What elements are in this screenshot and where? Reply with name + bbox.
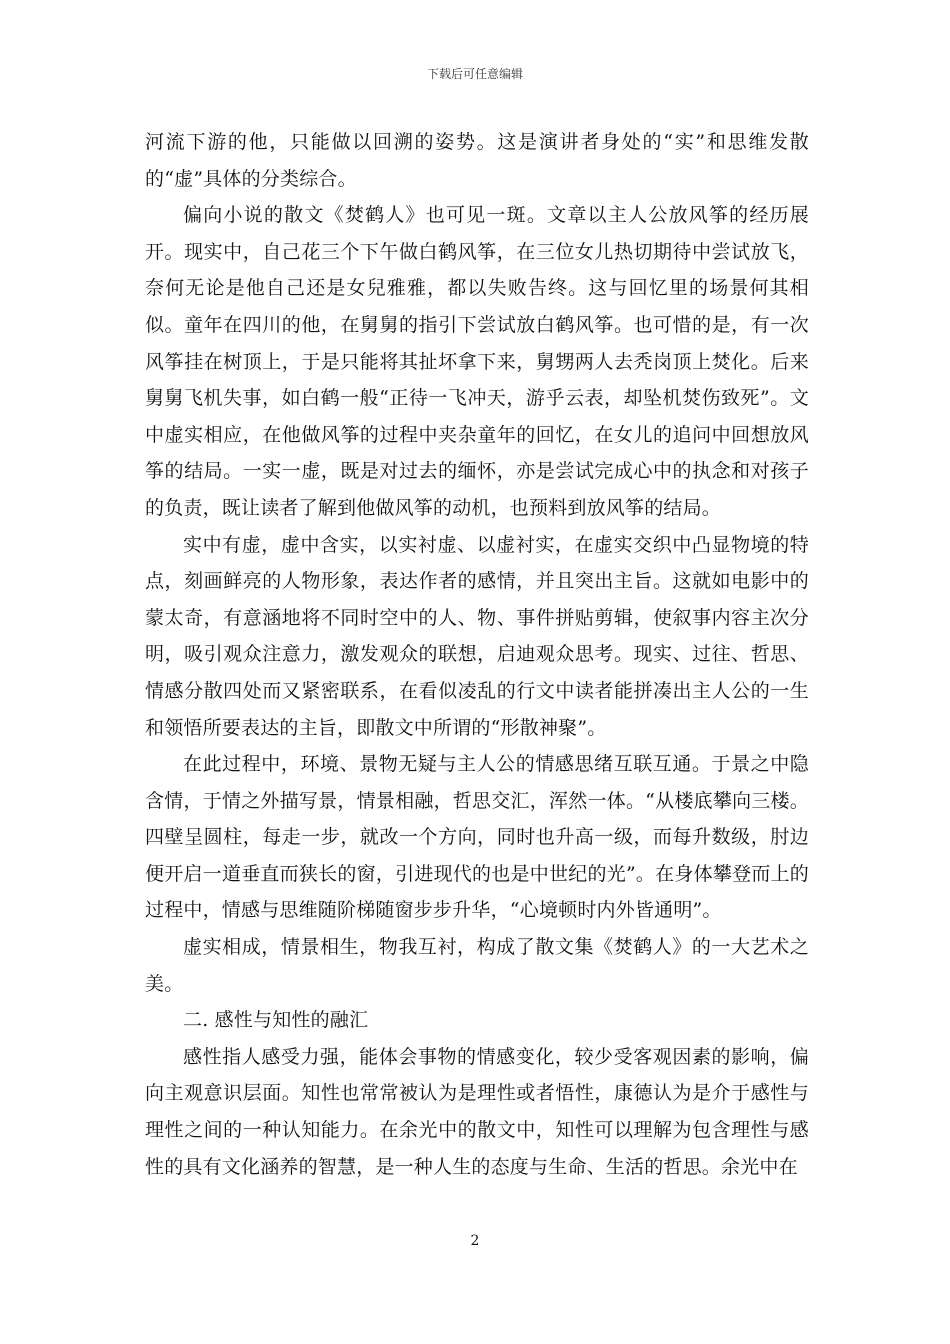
paragraph-perception-intellect: 感性指人感受力强，能体会事物的情感变化，较少受客观因素的影响，偏向主观意识层面。知性也常常被认为是理性或者悟性，康德认为是介于感性与理性之间的一种认知能力。在余光中的散文中，知性可以理解为包含理性与感性的具有文化涵养的智慧，是一种人生的态度与生命、生活的哲思。余光中在 (145, 1045, 809, 1178)
paragraph-continuation: 河流下游的他，只能做以回溯的姿势。这是演讲者身处的“实”和思维发散的“虚”具体的分类综合。 (145, 131, 809, 190)
section-heading: 二. 感性与知性的融汇 (183, 1009, 369, 1032)
paragraph-summary: 虚实相成，情景相生，物我互衬，构成了散文集《焚鹤人》的一大艺术之美。 (145, 936, 809, 995)
paragraph-fenheren-kite: 偏向小说的散文《焚鹤人》也可见一斑。文章以主人公放风筝的经历展开。现实中，自己花三个下午做白鹤风筝，在三位女儿热切期待中尝试放飞，奈何无论是他自己还是女兒雅雅，都以失败告终。这与回忆里的场景何其相似。童年在四川的他，在舅舅的指引下尝试放白鹤风筝。也可惜的是，有一次风筝挂在树顶上，于是只能将其扯坏拿下来，舅甥两人去秃岗顶上焚化。后来舅舅飞机失事，如白鹤一般“正待一飞冲天，游乎云表，却坠机焚伤致死”。文中虚实相应，在他做风筝的过程中夹杂童年的回忆，在女儿的追问中回想放风筝的结局。一实一虚，既是对过去的缅怀，亦是尝试完成心中的执念和对孩子的负责，既让读者了解到他做风筝的动机，也预料到放风筝的结局。 (145, 204, 809, 519)
paragraph-scenery-emotion: 在此过程中，环境、景物无疑与主人公的情感思绪互联互通。于景之中隐含情，于情之外描写景，情景相融，哲思交汇，浑然一体。“从楼底攀向三楼。四壁呈圆柱，每走一步，就改一个方向，同时也升高一级，而每升数级，肘边便开启一道垂直而狭长的窗，引进现代的也是中世纪的光”。在身体攀登而上的过程中，情感与思维随阶梯随窗步步升华，“心境顿时内外皆通明”。 (145, 753, 809, 922)
document-body (145, 124, 809, 1185)
paragraph-xu-shi: 实中有虚，虚中含实，以实衬虚、以虚衬实，在虚实交织中凸显物境的特点，刻画鲜亮的人物形象，表达作者的感情，并且突出主旨。这就如电影中的蒙太奇，有意涵地将不同时空中的人、物、事件拼贴剪辑，使叙事内容主次分明，吸引观众注意力，激发观众的联想，启迪观众思考。现实、过往、哲思、情感分散四处而又紧密联系，在看似凌乱的行文中读者能拼凑出主人公的一生和领悟所要表达的主旨，即散文中所谓的“形散神聚”。 (145, 533, 809, 739)
page-header: 下载后可任意编辑 (426, 67, 523, 81)
page-number: 2 (470, 1233, 480, 1249)
